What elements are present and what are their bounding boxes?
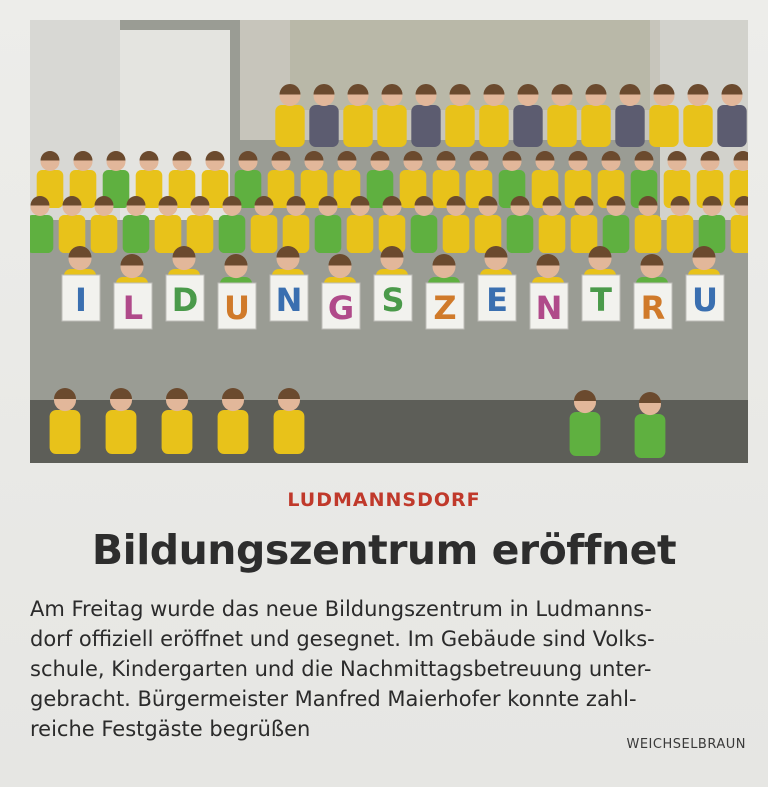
letter-card-glyph: L <box>122 289 144 327</box>
letter-card-glyph: U <box>692 281 718 319</box>
child-figure <box>667 196 694 253</box>
child-figure <box>445 84 474 147</box>
child-figure <box>218 388 249 454</box>
letter-card-glyph: I <box>75 281 87 319</box>
child-figure <box>162 388 193 454</box>
child-figure <box>187 196 214 253</box>
article-body <box>30 594 754 744</box>
child-figure <box>219 196 246 253</box>
child-figure <box>283 196 310 253</box>
child-figure <box>581 84 610 147</box>
letter-card <box>530 283 568 329</box>
letter-card-glyph: N <box>275 281 303 319</box>
child-figure <box>479 84 508 147</box>
child-figure <box>155 196 182 253</box>
child-figure <box>91 196 118 253</box>
child-figure <box>106 388 137 454</box>
letter-card <box>686 275 724 321</box>
child-figure <box>547 84 576 147</box>
child-figure <box>635 392 666 458</box>
body-line: schule, Kindergarten und die Nachmittagsbetreuung unter- <box>30 657 652 681</box>
child-figure <box>411 84 440 147</box>
child-figure <box>274 388 305 454</box>
child-figure <box>717 84 746 147</box>
letter-card <box>322 283 360 329</box>
child-figure <box>475 196 502 253</box>
child-figure <box>275 84 304 147</box>
child-figure <box>379 196 406 253</box>
child-figure <box>699 196 726 253</box>
child-figure <box>343 84 372 147</box>
body-line: dorf offiziell eröffnet und gesegnet. Im Gebäude sind Volks- <box>30 627 655 651</box>
child-figure <box>347 196 374 253</box>
article-headline: Bildungszentrum eröffnet <box>91 526 677 574</box>
child-figure <box>649 84 678 147</box>
letter-card <box>374 275 412 321</box>
letter-card-glyph: Z <box>433 289 457 327</box>
child-figure <box>411 196 438 253</box>
letter-card-glyph: D <box>171 281 199 319</box>
letter-card-glyph: G <box>327 289 355 327</box>
article-photo <box>30 20 748 463</box>
child-figure <box>309 84 338 147</box>
letter-card <box>114 283 152 329</box>
child-figure <box>571 196 598 253</box>
letter-card <box>478 275 516 321</box>
letter-card <box>634 283 672 329</box>
child-figure <box>513 84 542 147</box>
letter-card <box>270 275 308 321</box>
child-figure <box>315 196 342 253</box>
letter-card-glyph: U <box>224 289 250 327</box>
body-line: Am Freitag wurde das neue Bildungszentrum in Ludmanns- <box>30 597 652 621</box>
letter-card-glyph: N <box>535 289 563 327</box>
child-figure <box>50 388 81 454</box>
child-figure <box>443 196 470 253</box>
photo-credit: WEICHSELBRAUN <box>626 737 746 752</box>
letter-card-glyph: T <box>590 281 612 319</box>
child-figure <box>251 196 278 253</box>
child-figure <box>123 196 150 253</box>
child-figure <box>539 196 566 253</box>
body-line: gebracht. Bürgermeister Manfred Maierhofer konnte zahl- <box>30 687 637 711</box>
child-figure <box>59 196 86 253</box>
children-choir-photo <box>30 20 748 463</box>
child-figure <box>507 196 534 253</box>
child-figure <box>683 84 712 147</box>
child-figure <box>377 84 406 147</box>
letter-card-glyph: E <box>486 281 508 319</box>
letter-card <box>166 275 204 321</box>
letter-card <box>218 283 256 329</box>
letter-card <box>426 283 464 329</box>
letter-card-glyph: R <box>640 289 666 327</box>
child-figure <box>615 84 644 147</box>
letter-card <box>62 275 100 321</box>
section-kicker: LUDMANNSDORF <box>287 489 481 511</box>
child-figure <box>603 196 630 253</box>
child-figure <box>635 196 662 253</box>
body-line: reiche Festgäste begrüßen <box>30 717 311 741</box>
letter-card <box>582 275 620 321</box>
letter-card-glyph: S <box>381 281 405 319</box>
child-figure <box>570 390 601 456</box>
